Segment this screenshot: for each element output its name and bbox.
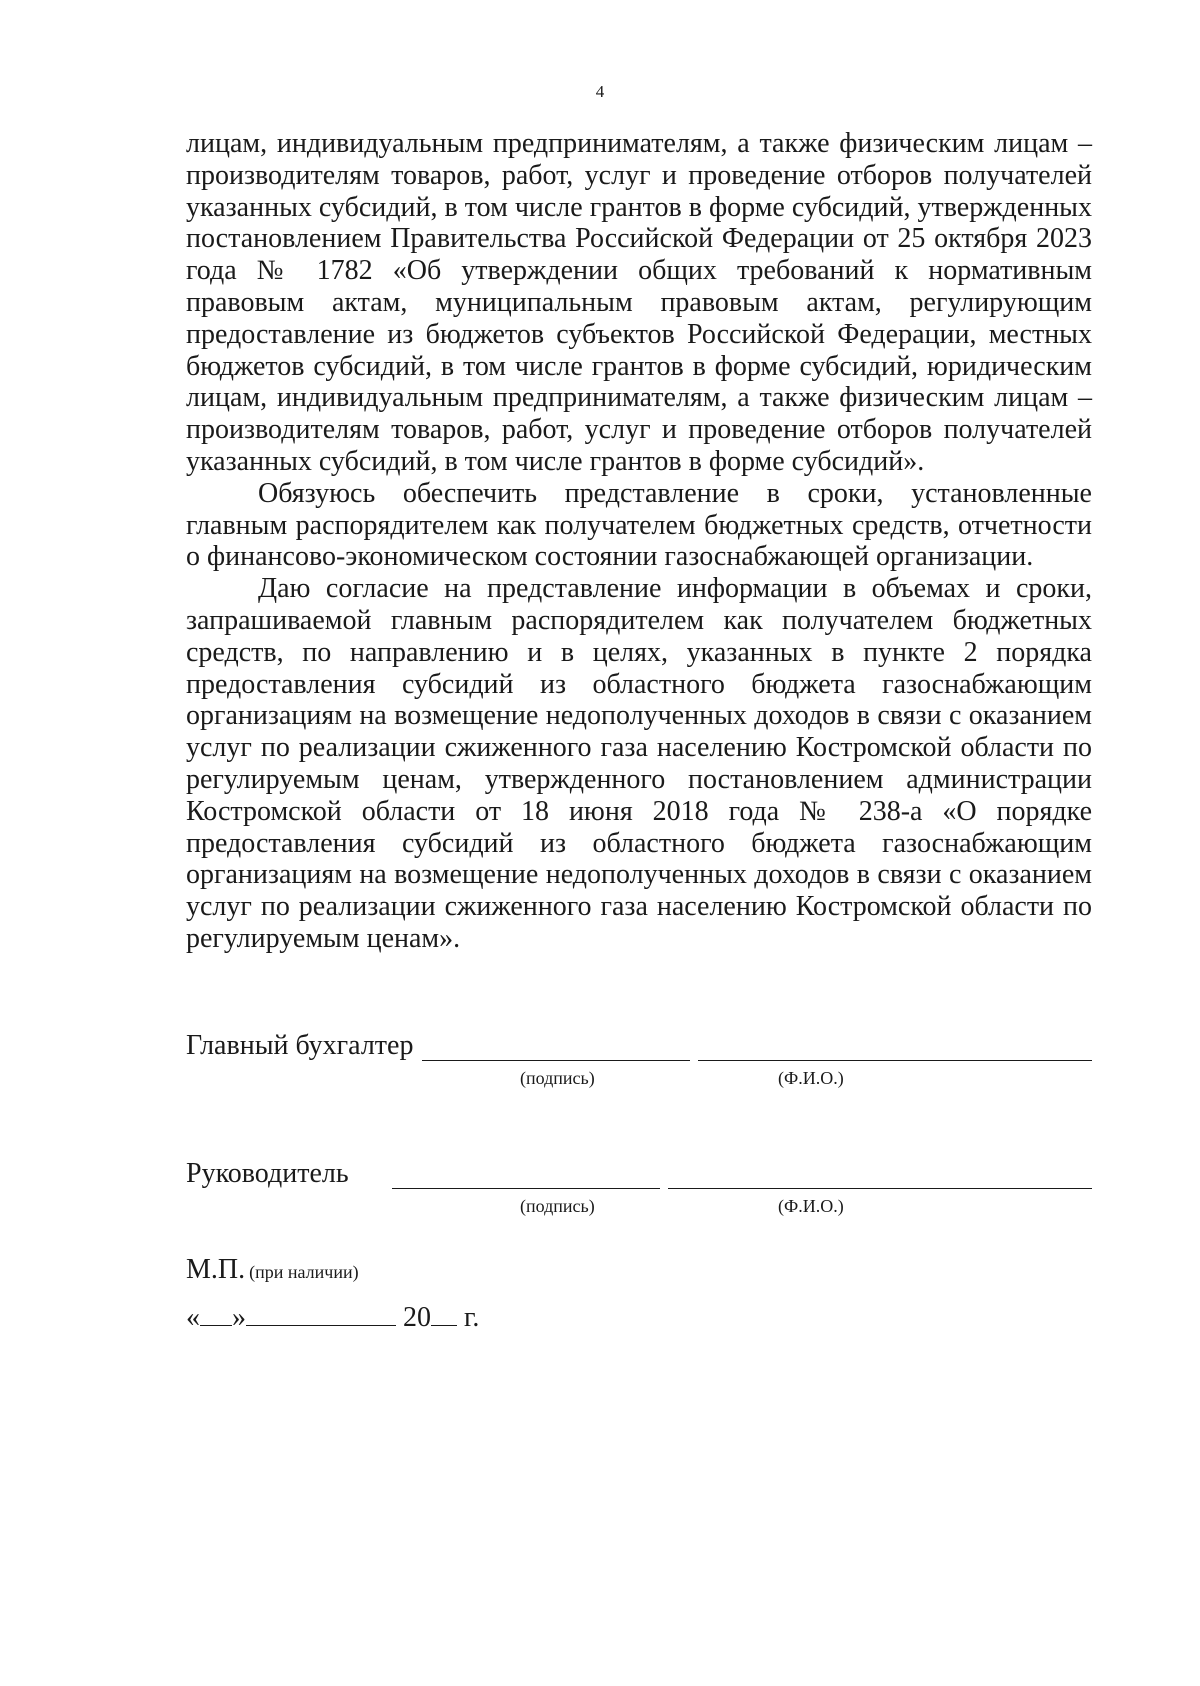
date-line [186,1301,479,1334]
accountant-name-line [698,1060,1092,1061]
accountant-label: Главный бухгалтер [186,1030,414,1061]
director-name-caption: (Ф.И.О.) [778,1196,844,1216]
date-year-prefix: 20 [403,1302,431,1333]
director-signature-line [392,1188,660,1189]
paragraph-continuation: лицам, индивидуальным предпринимателям, а также физическим лицам – производителям товаров, работ, услуг и проведение отборов получателей указанных субсидий, в том числе грантов в форме субсидий, утвержденных постановлением Правительства Российской Федерации от 25 октября 2023 года № 1782 «Об утверждении общих требований к нормативным правовым актам, муниципальным правовым актам, регулирующим предоставление из бюджетов субъектов Российской Федерации, местных бюджетов субсидий, в том числе грантов в форме субсидий, юридическим лицам, индивидуальным предпринимателям, а также физическим лицам – производителям товаров, работ, услуг и проведение отборов получателей указанных субсидий, в том числе грантов в форме субсидий». [186,128,1092,477]
page-number: 4 [595,82,605,101]
date-open-quote: « [186,1302,200,1333]
stamp-label: М.П. [186,1254,246,1285]
signature-block-director [186,1160,1092,1220]
director-name-line [668,1188,1092,1189]
accountant-signature-line [422,1060,690,1061]
date-year-suffix: г. [464,1302,480,1333]
date-year-blank [431,1301,457,1326]
signature-block-accountant [186,1030,1092,1090]
date-close-quote: » [232,1302,246,1333]
date-day-blank [200,1301,232,1326]
stamp-note: (при наличии) [249,1262,359,1282]
accountant-signature-caption: (подпись) [520,1068,595,1088]
date-month-blank [246,1301,396,1326]
paragraph-information-consent: Даю согласие на представление информации в объемах и сроки, запрашиваемой главным распорядителем как получателем бюджетных средств, по направлению и в целях, указанных в пункте 2 порядка предоставления субсидий из областного бюджета газоснабжающим организациям на возмещение недополученных доходов в связи с оказанием услуг по реализации сжиженного газа населению Костромской области по регулируемым ценам, утвержденного постановлением администрации Костромской области от 18 июня 2018 года № 238-а «О порядке предоставления субсидий из областного бюджета газоснабжающим организациям на возмещение недополученных доходов в связи с оказанием услуг по реализации сжиженного газа населению Костромской области по регулируемым ценам». [186,573,1092,954]
director-signature-caption: (подпись) [520,1196,595,1216]
director-label: Руководитель [186,1158,349,1189]
paragraph-reporting-obligation: Обязуюсь обеспечить представление в сроки, установленные главным распорядителем как получателем бюджетных средств, отчетности о финансово-экономическом состоянии газоснабжающей организации. [186,477,1092,573]
stamp-placeholder [186,1254,359,1286]
document-body [186,128,1092,955]
accountant-name-caption: (Ф.И.О.) [778,1068,844,1088]
